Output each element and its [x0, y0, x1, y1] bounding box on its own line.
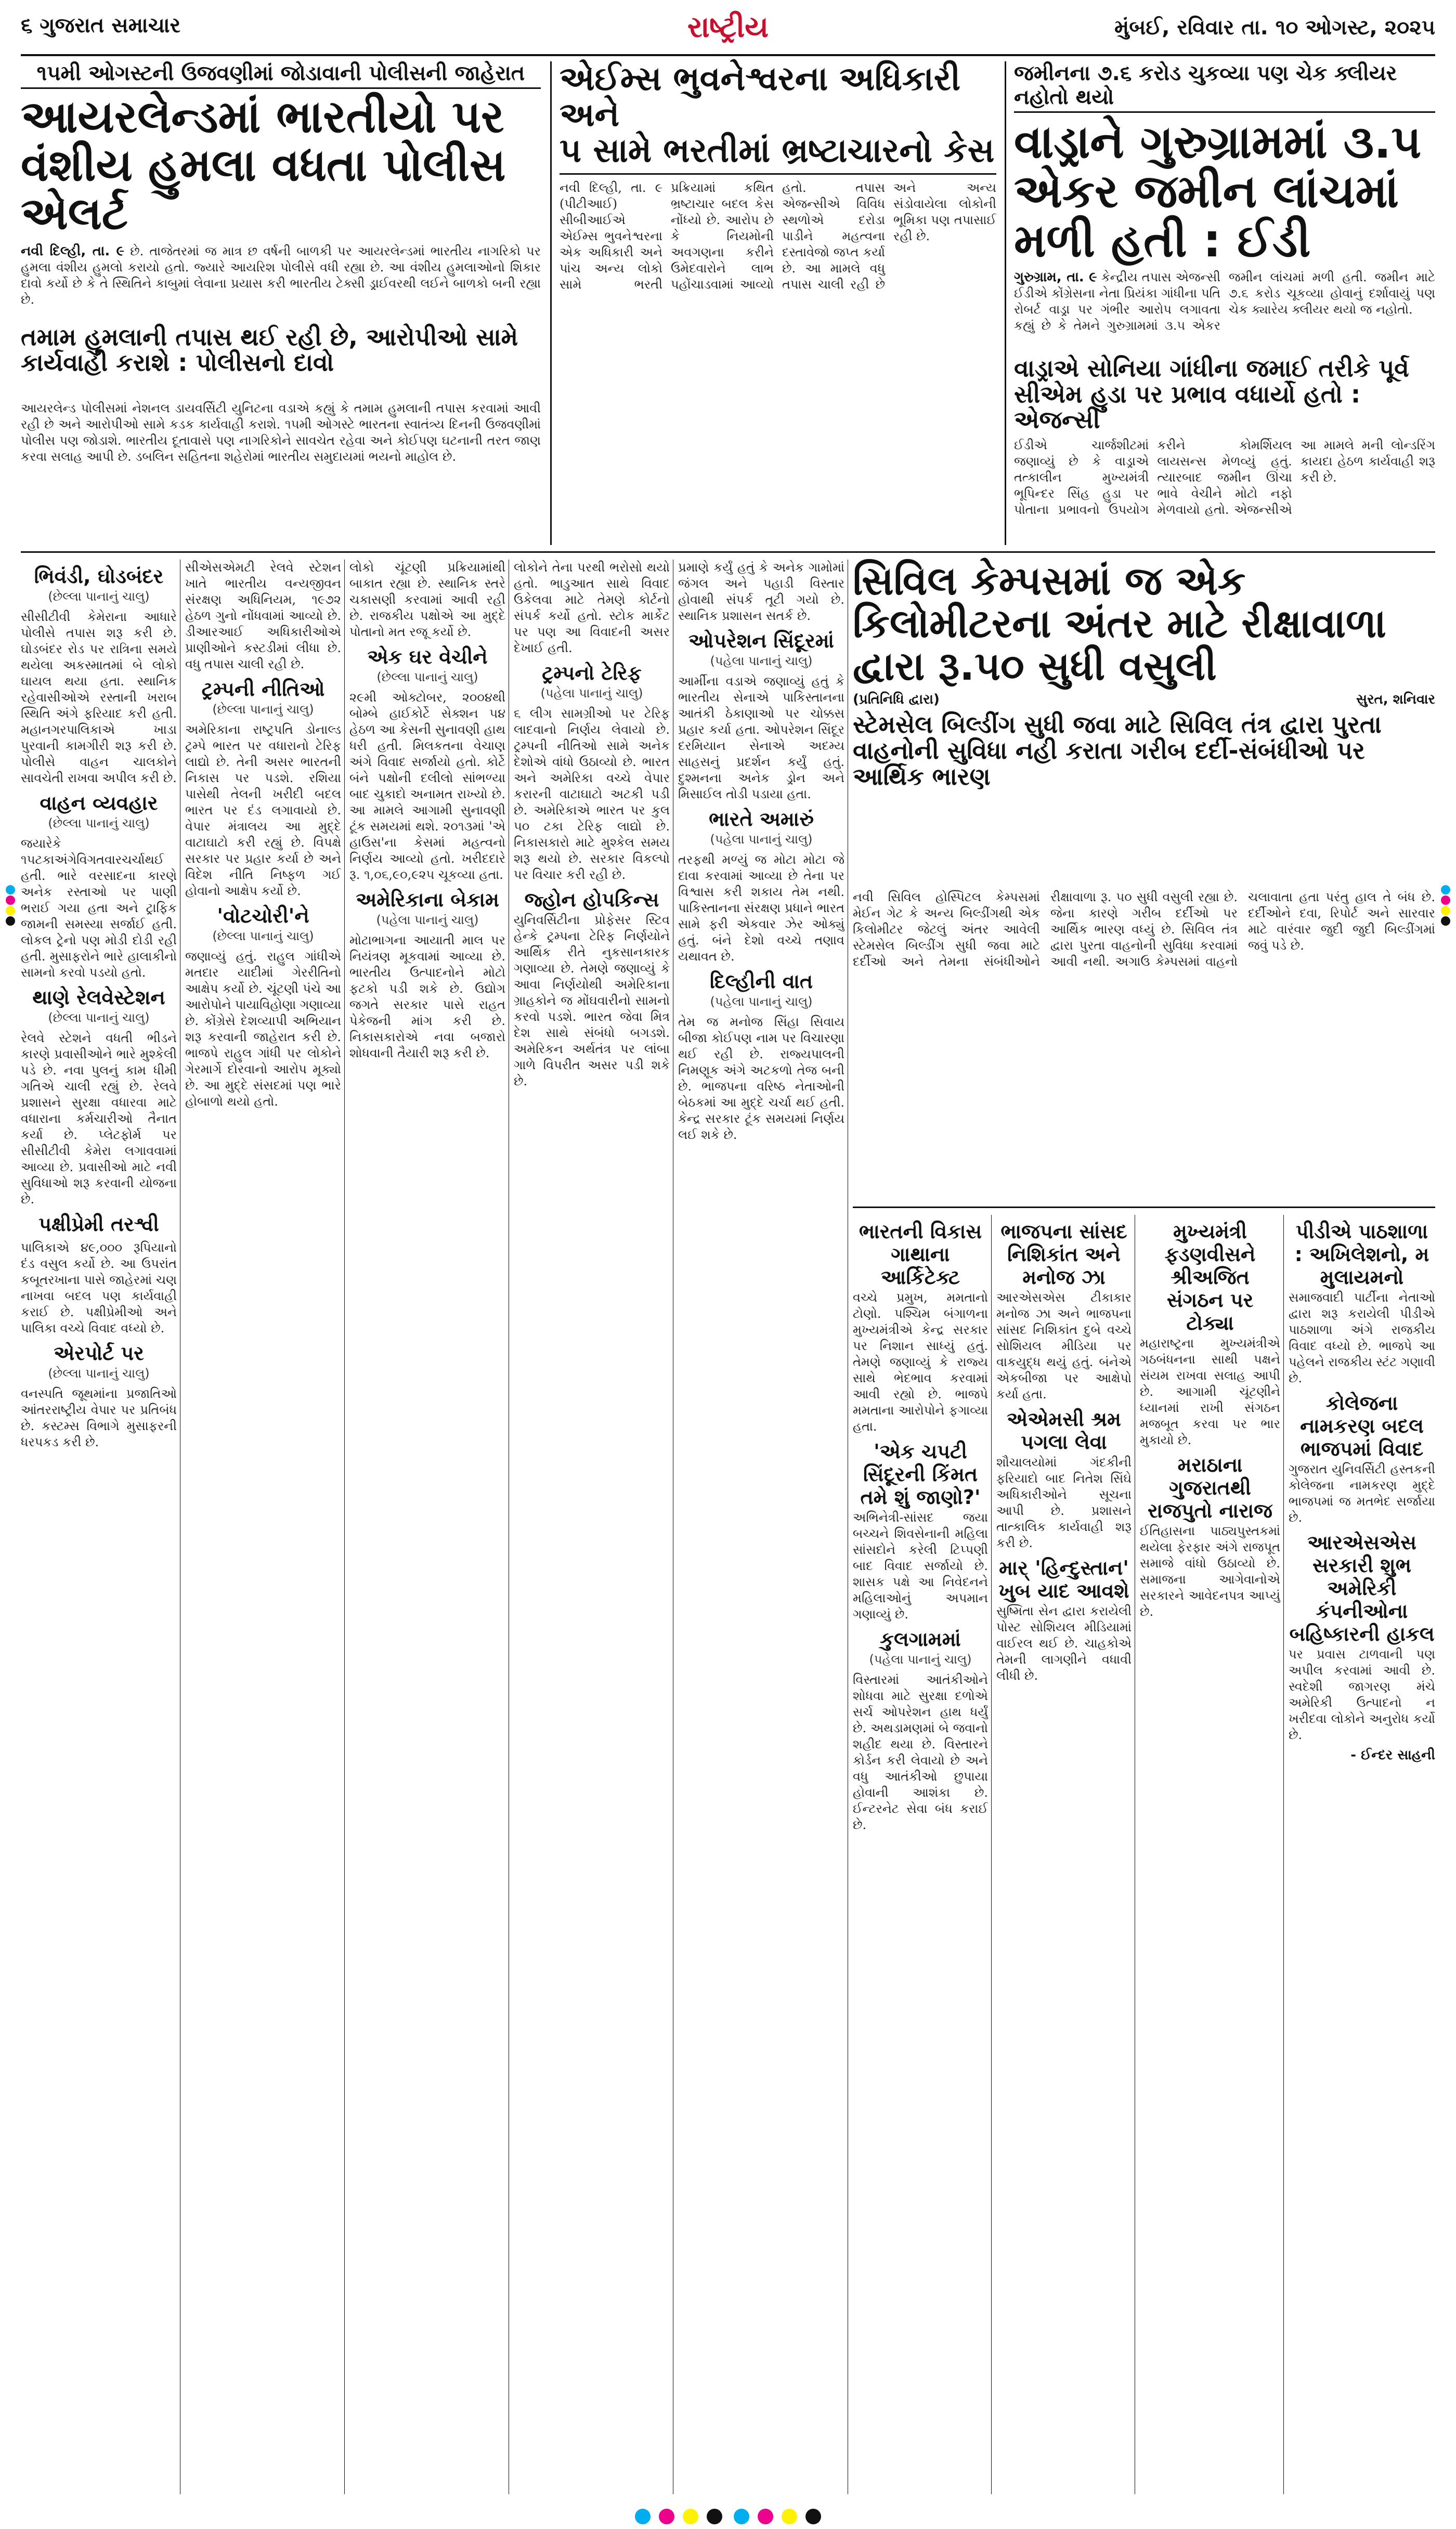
col2-text-1: સીએસએમટી રેલવે સ્ટેશન ખાતે ભારતીય વન્યજીવન સંરક્ષણ અધિનિયમ, ૧૯૭૨ હેઠળ ગુનો નોંધવામાં આવ્યો છે. ડીઆરઆઈ અધિકારીઓએ પ્રાણીઓને કસ્ટડીમાં લીધા છે. વધુ તપાસ ચાલી રહી છે.: [185, 560, 341, 671]
col3-sub-3: (પહેલા પાનાનું ચાલુ): [376, 913, 479, 927]
col3-text-1: લોકો ચૂંટણી પ્રક્રિયામાંથી બાકાત રહ્યા છે. સ્થાનિક સ્તરે ચકાસણી કરવામાં આવી રહી છે. રાજકીય પક્ષોએ આ મુદ્દે પોતાનો મત રજૂ કર્યો છે.: [349, 560, 505, 639]
col2-sub-2: (છેલ્લા પાનાનું ચાલુ): [212, 702, 314, 717]
col1-heading-4: પક્ષીપ્રેમી તરશ્વી: [38, 1213, 159, 1236]
story-ireland-byline: નવી દિલ્હી, તા. ૯: [21, 243, 125, 259]
col9-heading-2: કોલેજના નામકરણ બદલ ભાજપમાં વિવાદ: [1300, 1392, 1424, 1460]
column-4: [514, 560, 670, 2494]
col9-text-1: સમાજવાદી પાર્ટીના નેતાઓ દ્વારા શરૂ કરાયેલી પીડીએ પાઠશાળા અંગે રાજકીય વિવાદ વધ્યો છે. ભાજપે આ પહેલને રાજકીય સ્ટંટ ગણાવી છે.: [1289, 1290, 1435, 1385]
col4-heading-2: ટ્રમ્પનો ટેરિફ: [542, 662, 642, 684]
col8-text-1: મહારાષ્ટ્રના મુખ્યમંત્રીએ ગઠબંધનના સાથી પક્ષને સંયમ રાખવા સલાહ આપી છે. આગામી ચૂંટણીને ધ્યાનમાં રાખી સંગઠન મજબૂત કરવા પર ભાર મુકાયો છે.: [1140, 1336, 1280, 1447]
col1-heading-1: ભિવંડી, ઘોડબંદર: [34, 565, 164, 588]
col3-sub-2: (છેલ્લા પાનાનું ચાલુ): [376, 670, 478, 684]
col9-byline: - ઈન્દર સાહની: [1350, 1747, 1435, 1763]
story-vadra: [1014, 61, 1435, 545]
story-vadra-byline: ગુરુગ્રામ, તા. ૯: [1014, 269, 1097, 286]
masthead: [21, 8, 1435, 56]
col5-text-1: પ્રમાણે કર્યું હતું કે અનેક ગામોમાં જંગલ અને પહાડી વિસ્તાર હોવાથી સંપર્ક તૂટી ગયો છે. સ્થાનિક પ્રશાસન સતર્ક છે.: [678, 560, 844, 623]
col5-heading-4: દિલ્હીની વાત: [709, 970, 813, 993]
col7-heading-2: એએમસી શ્રમ પગલા લેવા: [1007, 1408, 1121, 1454]
section-title: રાષ્ટ્રીય: [687, 10, 769, 44]
col2-text-2: અમેરિકાના રાષ્ટ્રપતિ ડોનાલ્ડ ટ્રમ્પે ભારત પર વધારાનો ટેરિફ લાદ્યો છે. તેની અસર ભારતની નિકાસ પર પડશે. રશિયા પાસેથી તેલની ખરીદી બદલ ભારત પર દંડ લગાવાયો છે. વેપાર મંત્રાલય આ મુદ્દે વાટાઘાટો કરી રહ્યું છે. વિપક્ષે સરકાર પર પ્રહાર કર્યા છે અને વિદેશ નીતિ નિષ્ફળ ગઈ હોવાનો આક્ષેપ કર્યો છે.: [185, 722, 341, 898]
story-ireland-deck: તમામ હુમલાની તપાસ થઈ રહી છે, આરોપીઓ સામે કાર્યવાહી કરાશે : પોલીસનો દાવો: [21, 322, 518, 377]
col1-sub-5: (છેલ્લા પાનાનું ચાલુ): [48, 1366, 150, 1381]
col1-text-1: સીસીટીવી કેમેરાના આધારે પોલીસે તપાસ શરૂ કરી છે. ઘોડબંદર રોડ પર રાત્રિના સમયે થયેલા અકસ્માતમાં બે લોકો ઘાયલ થયા હતા. સ્થાનિક રહેવાસીઓએ રસ્તાની ખરાબ સ્થિતિ અંગે ફરિયાદ કરી હતી. મહાનગરપાલિકાએ ખાડા પુરવાની કામગીરી શરૂ કરી છે. પોલીસે વાહન ચાલકોને સાવચેતી રાખવા અપીલ કરી છે.: [21, 609, 177, 785]
story-surat-body: નવી સિવિલ હોસ્પિટલ કેમ્પસમાં મેઈન ગેટ કે અન્ય બિલ્ડીંગથી એક કિલોમીટર જેટલું અંતર આવેલી સ્ટેમસેલ બિલ્ડીંગ સુધી જવા માટે દર્દીઓ અને તેમના સંબંધીઓને રીક્ષાવાળા રૂ. ૫૦ સુધી વસુલી રહ્યા છે. જેના કારણે ગરીબ દર્દીઓ પર આર્થિક ભારણ વધ્યું છે. સિવિલ તંત્ર દ્વારા પુરતા વાહનોની સુવિધા કરવામાં આવી નથી. અગાઉ કેમ્પસમાં વાહનો ચલાવાતા હતા પરંતુ હાલ તે બંધ છે. દર્દીઓને દવા, રિપોર્ટ અને સારવાર માટે વારંવાર જુદી જુદી બિલ્ડીંગમાં જવું પડે છે.: [853, 890, 1435, 969]
col7-heading-3: માર્ 'હિન્દુસ્તાન' ખુબ યાદ આવશે: [998, 1557, 1129, 1602]
footer-registration-strip: [0, 2506, 1456, 2527]
page-number-paper: ૬ ગુજરાત સમાચાર: [21, 14, 181, 37]
col3-text-2: ૨૯મી ઓક્ટોબર, ૨૦૦૪થી બોમ્બે હાઈકોર્ટે સેક્શન ૫૪ હેઠળ આ કેસની સુનાવણી હાથ ધરી હતી. મિલકતના વેચાણ અંગે વિવાદ સર્જાયો હતો. કોર્ટે બંને પક્ષોની દલીલો સાંભળ્યા બાદ ચુકાદો અનામત રાખ્યો છે. આ મામલે આગામી સુનાવણી ટૂંક સમયમાં થશે. ૨૦૧૩માં 'એ હાઉસ'ના કેસમાં મહત્વનો નિર્ણય આવ્યો હતો. ખરીદદારે રૂ. ૧,૦૬,૯૦,૯૨૫ ચૂકવ્યા હતા.: [349, 690, 505, 882]
story-ireland: [21, 61, 541, 394]
col5-text-3: તરફથી મળ્યું જ મોટા મોટા જે દાવા કરવામાં આવ્યા છે તેના પર વિશ્વાસ કરી શકાય તેમ નથી. પાકિસ્તાનના સંરક્ષણ પ્રધાને ભારત સામે ફરી એકવાર ઝેર ઓક્યું હતું. બંને દેશો વચ્ચે તણાવ યથાવત છે.: [678, 852, 844, 964]
col4-text-3: યુનિવર્સિટીના પ્રોફેસર સ્ટિવ હેન્કે ટ્રમ્પના ટેરિફ નિર્ણયોને આર્થિક રીતે નુકસાનકારક ગણાવ્યા છે. તેમણે જણાવ્યું કે આવા નિર્ણયોથી અમેરિકાના ગ્રાહકોને જ મોંઘવારીનો સામનો કરવો પડશે. ભારત જેવા મિત્ર દેશ સાથે સંબંધો બગડશે. અમેરિકન અર્થતંત્ર પર લાંબા ગાળે વિપરીત અસર પડી શકે છે.: [514, 913, 670, 1088]
col5-sub-2: (પહેલા પાનાનું ચાલુ): [710, 654, 813, 668]
col7-text-2: શૌચાલયોમાં ગંદકીની ફરિયાદો બાદ નિતેશ સિંઘે અધિકારીઓને સૂચના આપી છે. પ્રશાસને તાત્કાલિક કાર્યવાહી શરૂ કરી છે.: [996, 1455, 1132, 1550]
col3-text-3: મોટાભાગના આયાતી માલ પર નિયંત્રણ મૂકવામાં આવ્યા છે. ભારતીય ઉત્પાદનોને મોટો ફટકો પડી શકે છે. ઉદ્યોગ જગતે સરકાર પાસે રાહત પેકેજની માંગ કરી છે. નિકાસકારોએ નવા બજારો શોધવાની તૈયારી શરૂ કરી છે.: [349, 933, 505, 1060]
col5-sub-3: (પહેલા પાનાનું ચાલુ): [710, 832, 813, 847]
col9-heading-3: આરએસએસ સરકારી શુભ અમેરિકી કંપનીઓના બહિષ્કારની હાકલ: [1289, 1531, 1435, 1645]
story-vadra-kicker: જમીનના ૭.૬ કરોડ ચુકવ્યા પણ ચેક ક્લીયર નહોતો થયો: [1014, 61, 1435, 113]
col4-text-1: લોકોને તેના પરથી ભરોસો થયો હતો. ભાડુઆત સાથે વિવાદ ઉકેલવા માટે તેમણે કોર્ટનો સંપર્ક કર્યો હતો. સ્ટોક માર્કેટ પર પણ આ વિવાદની અસર દેખાઈ હતી.: [514, 560, 670, 655]
col1-sub-3: (છેલ્લા પાનાનું ચાલુ): [48, 1010, 150, 1025]
column-2: [185, 560, 341, 2494]
col5-sub-4: (પહેલા પાનાનું ચાલુ): [710, 994, 813, 1009]
col7-text-3: સુષ્મિતા સેન દ્વારા કરાયેલી પોસ્ટ સોશિયલ મીડિયામાં વાઈરલ થઈ છે. ચાહકોએ તેમની લાગણીને વધાવી લીધી છે.: [996, 1604, 1132, 1683]
col5-heading-3: ભારતે અમારું: [709, 808, 814, 831]
column-5: [678, 560, 844, 2494]
col2-text-3: જણાવ્યું હતું. રાહુલ ગાંધીએ મતદાર યાદીમાં ગેરરીતિનો આક્ષેપ કર્યો છે. ચૂંટણી પંચે આ આરોપોને પાયાવિહોણા ગણાવ્યા છે. કોંગ્રેસે દેશવ્યાપી અભિયાન શરૂ કરવાની જાહેરાત કરી છે. ભાજપે રાહુલ ગાંધી પર લોકોને ગેરમાર્ગે દોરવાનો આરોપ મૂક્યો છે. આ મુદ્દે સંસદમાં પણ ભારે હોબાળો થયો હતો.: [185, 949, 341, 1109]
column-9: [1289, 1215, 1435, 2494]
registration-marks-right: [1435, 884, 1456, 905]
story-vadra-deck-body: ઈડીએ ચાર્જશીટમાં જણાવ્યું છે કે વાડ્રાએ તત્કાલીન મુખ્યમંત્રી ભૂપિન્દર સિંહ હુડા પર પોતાના પ્રભાવનો ઉપયોગ કરીને કોમર્શિયલ લાયસન્સ મેળવ્યું હતું. ત્યારબાદ જમીન ઊંચા ભાવે વેચીને મોટો નફો મેળવાયો હતો. એજન્સીએ આ મામલે મની લોન્ડરિંગ કાયદા હેઠળ કાર્યવાહી શરૂ કરી છે.: [1014, 438, 1435, 517]
col1-text-3: રેલવે સ્ટેશને વધતી ભીડને કારણે પ્રવાસીઓને ભારે મુશ્કેલી પડે છે. નવા પુલનું કામ ધીમી ગતિએ ચાલી રહ્યું છે. રેલવે પ્રશાસને સુરક્ષા વધારવા માટે વધારાના કર્મચારીઓ તૈનાત કર્યા છે. પ્લેટફોર્મ પર સીસીટીવી કેમેરા લગાવવામાં આવ્યા છે. પ્રવાસીઓ માટે નવી સુવિધાઓ શરૂ કરવાની યોજના છે.: [21, 1031, 177, 1207]
col1-text-4: પાલિકાએ ૪૯,૦૦૦ રૂપિયાનો દંડ વસુલ કર્યો છે. આ ઉપરાંત કબૂતરખાના પાસે જાહેરમાં ચણ નાખવા બદલ પણ કાર્યવાહી કરાઈ છે. પક્ષીપ્રેમીઓ અને પાલિકા વચ્ચે વિવાદ વધ્યો છે.: [21, 1240, 177, 1335]
column-7: [996, 1215, 1132, 2494]
col1-heading-5: એરપોર્ટ પર: [54, 1342, 144, 1365]
story-ireland-kicker: ૧૫મી ઓગસ્ટની ઉજવણીમાં જોડાવાની પોલીસની જાહેરાત: [21, 61, 541, 89]
story-ireland-lead: છે. તાજેતરમાં જ માત્ર છ વર્ષની બાળકી પર આયરલેન્ડમાં ભારતીય નાગરિકો પર હુમલા વંશીય હુમલો કરાયો હતો. જ્યારે આયરિશ પોલીસે વધી રહ્યા છે. આ વંશીય હુમલાઓનો શિકાર દાવો કર્યો છે કે તે સ્થિતિને કાબુમાં લેવાના પ્રયાસ કરી ભારતીય ટેક્સી ડ્રાઈવરથી લઈને બાળકો બની રહ્યા છે.: [21, 243, 541, 307]
col7-heading-1: ભાજપના સાંસદ નિશિકાંત અને મનોજ ઝા: [1000, 1220, 1127, 1289]
col8-heading-2: મરાઠાના ગુજરાતથી રાજપુતો નારાજ: [1147, 1454, 1272, 1522]
registration-marks-left: [0, 884, 21, 905]
story-vadra-headline: વાડ્રાને ગુરુગ્રામમાં ૩.૫ એકર જમીન લાંચમાં મળી હતી : ઈડી: [1014, 115, 1422, 268]
col1-heading-2: વાહન વ્યવહાર: [40, 792, 158, 814]
col8-heading-1: મુખ્યમંત્રી ફડણવીસને શ્રીઅજિત સંગઠન પર ટોક્યા: [1164, 1220, 1256, 1334]
column-8: [1140, 1215, 1280, 2494]
col6-sub-3: (પહેલા પાનાનું ચાલુ): [869, 1652, 972, 1667]
col1-sub-1: (છેલ્લા પાનાનું ચાલુ): [48, 589, 150, 604]
story-surat-deck: સ્ટેમસેલ બિલ્ડીંગ સુધી જવા માટે સિવિલ તંત્ર દ્વારા પુરતા વાહનોની સુવિધા નહી કરાતા ગરીબ દર્દી-સંબંધીઓ પર આર્થિક ભારણ: [853, 710, 1382, 790]
col9-heading-1: પીડીએ પાઠશાળા : અખિલેશનો, મ મુલાયમનો: [1294, 1220, 1429, 1289]
story-ireland-body: આયરલેન્ડ પોલીસમાં નેશનલ ડાયવર્સિટી યુનિટના વડાએ કહ્યું કે તમામ હુમલાની તપાસ કરવામાં આવી રહી છે અને આરોપીઓ સામે કડક કાર્યવાહી કરાશે. ૧૫મી ઓગસ્ટે ભારતના સ્વાતંત્ર્ય દિનની ઉજવણીમાં પોલીસ પણ જોડાશે. ભારતીય દૂતાવાસે પણ નાગરિકોને સાવચેત રહેવા અને કોઈપણ ઘટનાની તરત જાણ કરવા સલાહ આપી છે. ડબલિન સહિતના શહેરોમાં ભારતીય સમુદાયમાં ભયનો માહોલ છે.: [21, 401, 541, 464]
col4-sub-2: (પહેલા પાનાનું ચાલુ): [540, 686, 643, 701]
story-aiims: [560, 61, 996, 545]
column-3: [349, 560, 505, 2494]
story-surat-byline: સુરત, શનિવાર: [1356, 692, 1435, 708]
story-vadra-deck: વાડ્રાએ સોનિયા ગાંધીના જમાઈ તરીકે પૂર્વ સીએમ હુડા પર પ્રભાવ વધાર્યો હતો : એજન્સી: [1014, 354, 1409, 434]
dateline: મુંબઈ, રવિવાર તા. ૧૦ ઓગસ્ટ, ૨૦૨૫: [1114, 16, 1435, 40]
col1-text-2: જયારેકે ૧૫ટકાઅંગેવિગતવારચર્ચાથઈ હતી. ભારે વરસાદના કારણે અનેક રસ્તાઓ પર પાણી ભરાઈ ગયા હતા અને ટ્રાફિક જામની સમસ્યા સર્જાઈ હતી. લોકલ ટ્રેનો પણ મોડી દોડી રહી હતી. મુસાફરોને ભારે હાલાકીનો સામનો કરવો પડયો હતો.: [21, 836, 177, 980]
col6-heading-3: કુલગામમાં: [880, 1628, 961, 1651]
col9-text-3: પર પ્રવાસ ટાળવાની પણ અપીલ કરવામાં આવી છે. સ્વદેશી જાગરણ મંચે અમેરિકી ઉત્પાદનો ન ખરીદવા લોકોને અનુરોધ કર્યો છે.: [1289, 1647, 1435, 1742]
col4-text-2: ૬ લીગ સામગ્રીઓ પર ટેરિફ લાદવાનો નિર્ણય લેવાયો છે. ટ્રમ્પની નીતિઓ સામે અનેક દેશોએ વાંધો ઉઠાવ્યો છે. ભારત અને અમેરિકા વચ્ચે વેપાર કરારની વાટાઘાટો અટકી પડી છે. અમેરિકાએ ભારત પર કુલ ૫૦ ટકા ટેરિફ લાદ્યો છે. નિકાસકારો માટે મુશ્કેલ સમય શરૂ થયો છે. સરકાર વિકલ્પો પર વિચાર કરી રહી છે.: [514, 706, 670, 882]
story-surat-civil: [853, 557, 1435, 882]
col4-heading-3: જ્હોન હોપકિન્સ: [524, 888, 659, 911]
col2-sub-3: (છેલ્લા પાનાનું ચાલુ): [212, 929, 314, 943]
story-ireland-headline: આયરલેન્ડમાં ભારતીયો પર વંશીય હુમલા વધતા પોલીસ એલર્ટ: [21, 91, 506, 240]
col6-text-2: અભિનેત્રી-સાંસદ જયા બચ્ચને શિવસેનાની મહિલા સાંસદોને કરેલી ટિપ્પણી બાદ વિવાદ સર્જાયો છે. શાસક પક્ષે આ નિવેદનને મહિલાઓનું અપમાન ગણાવ્યું છે.: [853, 1510, 988, 1622]
col6-heading-2: 'એક ચપટી સિંદૂરની કિંમત તમે શું જાણો?': [860, 1440, 981, 1509]
col6-text-1: વચ્ચે પ્રમુખ, મમતાનો ટોણો. પશ્ચિમ બંગાળના મુખ્યમંત્રીએ કેન્દ્ર સરકાર પર નિશાન સાધ્યું હતું. તેમણે જણાવ્યું કે રાજ્ય સાથે ભેદભાવ કરવામાં આવી રહ્યો છે. ભાજપે મમતાના આરોપોને ફગાવ્યા હતા.: [853, 1290, 988, 1434]
col3-heading-3: અમેરિકાના બેકામ: [356, 888, 499, 911]
col5-heading-2: ઓપરેશન સિંદૂરમાં: [688, 629, 834, 652]
col2-heading-2: ટ્રમ્પની નીતિઓ: [201, 678, 325, 701]
story-surat-headline: સિવિલ કેમ્પસમાં જ એક કિલોમીટરના અંતર માટે રીક્ષાવાળા દ્વારા રૂ.૫૦ સુધી વસુલી: [853, 557, 1386, 690]
story-surat-credit: (પ્રતિનિધિ દ્વારા): [853, 692, 940, 708]
column-6: [853, 1215, 988, 2494]
story-aiims-kicker: એઈમ્સ ભુવનેશ્વરના અધિકારી અને: [560, 60, 961, 135]
story-vadra-body: કેન્દ્રીય તપાસ એજન્સી ઈડીએ કોંગ્રેસના નેતા પ્રિયંકા ગાંધીના પતિ રોબર્ટ વાડ્રા પર ગંભીર આરોપ લગાવતા કહ્યું છે કે તેમને ગુરુગ્રામમાં ૩.૫ એકર જમીન લાંચમાં મળી હતી. જમીન માટે ૭.૬ કરોડ ચૂકવ્યા હોવાનું દર્શાવાયું પણ ચેક ક્યારેય ક્લીયર થયો જ નહોતો.: [1014, 270, 1435, 333]
col7-text-1: આરએસએસ ટીકાકાર મનોજ ઝા અને ભાજપના સાંસદ નિશિકાંત દુબે વચ્ચે સોશિયલ મીડિયા પર વાકયુદ્ધ થયું હતું. બંનેએ એકબીજા પર આક્ષેપો કર્યા હતા.: [996, 1290, 1132, 1402]
col6-heading-1: ભારતની વિકાસ ગાથાના આર્કિટેક્ટ: [859, 1220, 982, 1289]
col5-text-4: તેમ જ મનોજ સિંહા સિવાય બીજા કોઈપણ નામ પર વિચારણા થઈ રહી છે. રાજ્યપાલની નિમણૂક અંગે અટકળો તેજ બની છે. ભાજપના વરિષ્ઠ નેતાઓની બેઠકમાં આ મુદ્દે ચર્ચા થઈ હતી. કેન્દ્ર સરકાર ટૂંક સમયમાં નિર્ણય લઈ શકે છે.: [678, 1015, 844, 1142]
col5-text-2: આર્મીના વડાએ જણાવ્યું હતું કે ભારતીય સેનાએ પાકિસ્તાનના આતંકી ઠેકાણાઓ પર ચોક્કસ પ્રહાર કર્યા હતા. ઓપરેશન સિંદૂર દરમિયાન સેનાએ અદમ્ય સાહસનું પ્રદર્શન કર્યું હતું. દુશ્મનના અનેક ડ્રોન અને મિસાઈલ તોડી પડાયા હતા.: [678, 674, 844, 801]
col3-heading-2: એક ઘર વેચીને: [367, 645, 488, 668]
column-1: [21, 560, 177, 2494]
col1-text-5: વનસ્પતિ જૂથમાંના પ્રજાતિઓ આંતરરાષ્ટ્રીય વેપાર પર પ્રતિબંધ છે. કસ્ટમ્સ વિભાગે મુસાફરની ધરપકડ કરી છે.: [21, 1386, 177, 1449]
col2-heading-3: 'વોટચોરી'ને: [217, 904, 309, 927]
col1-heading-3: થાણે રેલવેસ્ટેશન: [32, 986, 165, 1009]
story-aiims-headline: ૫ સામે ભરતીમાં ભ્રષ્ટાચારનો કેસ: [560, 133, 996, 175]
col8-text-2: ઈતિહાસના પાઠ્યપુસ્તકમાં થયેલા ફેરફાર અંગે રાજપૂત સમાજે વાંધો ઉઠાવ્યો છે. સમાજના આગેવાનોએ સરકારને આવેદનપત્ર આપ્યું છે.: [1140, 1524, 1280, 1619]
col1-sub-2: (છેલ્લા પાનાનું ચાલુ): [48, 816, 150, 831]
col9-text-2: ગુજરાત યુનિવર્સિટી હસ્તકની કોલેજના નામકરણ મુદ્દે ભાજપમાં જ મતભેદ સર્જાયા છે.: [1289, 1462, 1435, 1525]
story-aiims-body: નવી દિલ્હી, તા. ૯ (પીટીઆઈ) સીબીઆઈએ એઈમ્સ ભુવનેશ્વરના એક અધિકારી અને પાંચ અન્ય લોકો સામે ભરતી પ્રક્રિયામાં કથિત ભ્રષ્ટાચાર બદલ કેસ નોંધ્યો છે. આરોપ છે કે નિયમોની અવગણના કરીને ઉમેદવારોને લાભ પહોંચાડવામાં આવ્યો હતો. તપાસ એજન્સીએ વિવિધ સ્થળોએ દરોડા પાડીને મહત્વના દસ્તાવેજો જપ્ત કર્યા છે. આ મામલે વધુ તપાસ ચાલી રહી છે અને અન્ય સંડોવાયેલા લોકોની ભૂમિકા પણ તપાસાઈ રહી છે.: [560, 180, 996, 292]
col6-text-3: વિસ્તારમાં આતંકીઓને શોધવા માટે સુરક્ષા દળોએ સર્ચ ઓપરેશન હાથ ધર્યું છે. અથડામણમાં બે જવાનો શહીદ થયા છે. વિસ્તારને કોર્ડન કરી લેવાયો છે અને વધુ આતંકીઓ છુપાયા હોવાની આશંકા છે. ઈન્ટરનેટ સેવા બંધ કરાઈ છે.: [853, 1672, 988, 1832]
